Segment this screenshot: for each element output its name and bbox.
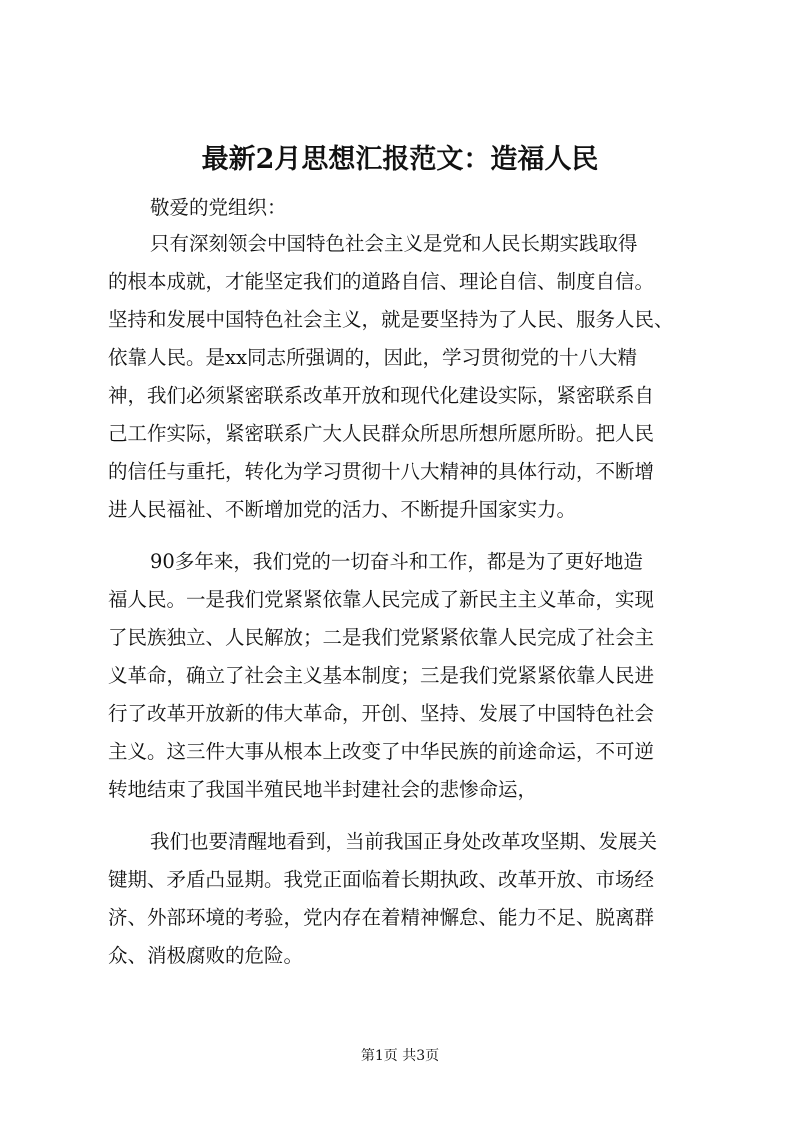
body-line-6: 己工作实际，紧密联系广大人民群众所思所想所愿所盼。把人民 bbox=[108, 422, 655, 445]
body-line-15: 转地结束了我国半殖民地半封建社会的悲惨命运， bbox=[108, 778, 538, 801]
page-title: 最新2月思想汇报范文：造福人民 bbox=[201, 144, 599, 175]
body-line-12: 义革命，确立了社会主义基本制度；三是我们党紧紧依靠人民进 bbox=[108, 664, 655, 687]
body-line-17: 键期、矛盾凸显期。我党正面临着长期执政、改革开放、市场经 bbox=[108, 868, 655, 891]
body-line-14: 主义。这三件大事从根本上改变了中华民族的前途命运，不可逆 bbox=[108, 740, 655, 763]
body-line-10: 福人民。一是我们党紧紧依靠人民完成了新民主主义革命，实现 bbox=[108, 588, 655, 611]
body-line-5: 神，我们必须紧密联系改革开放和现代化建设实际，紧密联系自 bbox=[108, 384, 655, 407]
body-line-18: 济、外部环境的考验，党内存在着精神懈怠、能力不足、脱离群 bbox=[108, 906, 655, 929]
body-line-4: 依靠人民。是xx同志所强调的，因此，学习贯彻党的十八大精 bbox=[108, 346, 637, 369]
body-line-3: 坚持和发展中国特色社会主义，就是要坚持为了人民、服务人民、 bbox=[108, 308, 674, 331]
body-line-9: 90多年来，我们党的一切奋斗和工作，都是为了更好地造 bbox=[150, 550, 643, 573]
body-line-13: 行了改革开放新的伟大革命，开创、坚持、发展了中国特色社会 bbox=[108, 702, 655, 725]
page-footer: 第1页 共3页 bbox=[360, 1048, 440, 1064]
body-line-1: 只有深刻领会中国特色社会主义是党和人民长期实践取得 bbox=[150, 232, 638, 255]
body-line-16: 我们也要清醒地看到，当前我国正身处改革攻坚期、发展关 bbox=[150, 830, 658, 853]
body-line-8: 进人民福祉、不断增加党的活力、不断提升国家实力。 bbox=[108, 498, 577, 521]
body-line-11: 了民族独立、人民解放；二是我们党紧紧依靠人民完成了社会主 bbox=[108, 626, 655, 649]
body-line-2: 的根本成就，才能坚定我们的道路自信、理论自信、制度自信。 bbox=[108, 270, 655, 293]
body-line-7: 的信任与重托，转化为学习贯彻十八大精神的具体行动，不断增 bbox=[108, 460, 655, 483]
body-line-19: 众、消极腐败的危险。 bbox=[108, 944, 304, 967]
salutation: 敬爱的党组织： bbox=[150, 196, 287, 219]
